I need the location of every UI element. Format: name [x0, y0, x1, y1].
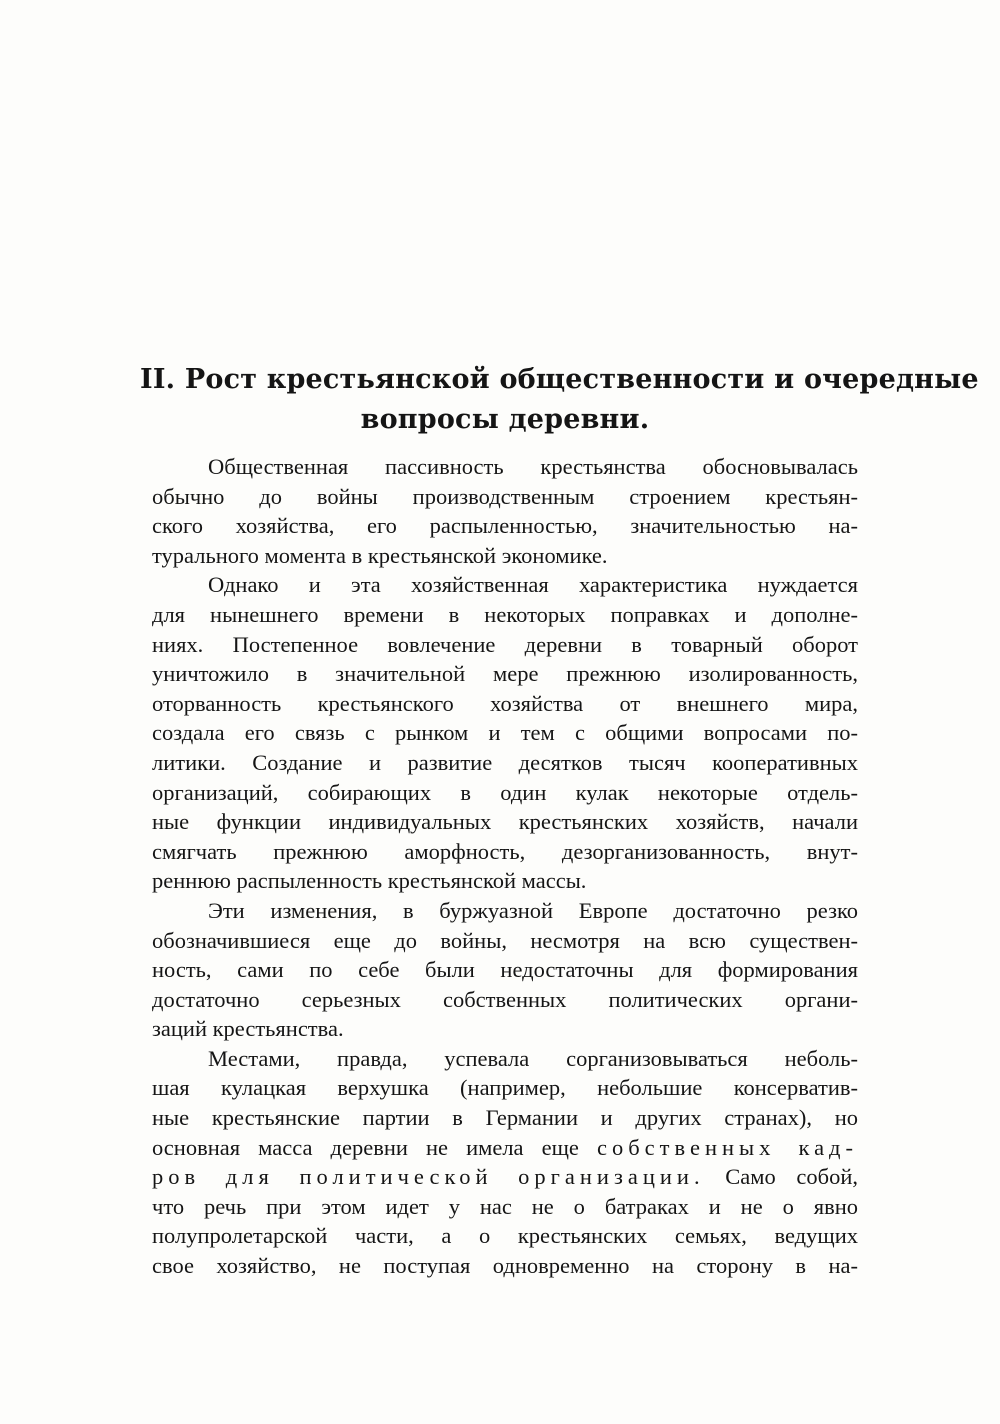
paragraph-1-line: обычно до войны производственным строением крестьян-: [152, 483, 858, 509]
emphasized-spaced-text: собственных кад-: [596, 1134, 858, 1160]
paragraph-2-line: Однако и эта хозяйственная характеристика нуждается: [208, 572, 858, 598]
paragraph-2-line: организаций, собирающих в один кулак некоторые отдель-: [152, 779, 858, 805]
chapter-heading-line-1: II. Рост крестьянской общественности и очередные: [140, 364, 979, 395]
paragraph-4-line: полупролетарской части, а о крестьянских семьях, ведущих: [152, 1223, 858, 1249]
paragraph-4-text: основная масса деревни не имела еще: [152, 1134, 597, 1160]
paragraph-2-line: реннюю распыленность крестьянской массы.: [152, 868, 587, 894]
paragraph-3-line: Эти изменения, в буржуазной Европе достаточно резко: [208, 897, 858, 923]
body-text: [152, 452, 858, 1281]
paragraph-1-line: турального момента в крестьянской экономике.: [152, 542, 608, 568]
chapter-heading-line-2: вопросы деревни.: [360, 404, 650, 435]
paragraph-2-line: литики. Создание и развитие десятков тысяч кооперативных: [152, 749, 858, 775]
paragraph-4-text: Само собой,: [704, 1164, 858, 1190]
emphasized-spaced-text: ров для политической организации.: [152, 1164, 705, 1190]
paragraph-4-line: [152, 1133, 858, 1163]
paragraph-3-line: достаточно серьезных собственных политических органи-: [152, 986, 858, 1012]
chapter-heading: [140, 360, 979, 440]
paragraph-2-line: ниях. Постепенное вовлечение деревни в товарный оборот: [152, 631, 858, 657]
paragraph-4-line: шая кулацкая верхушка (например, небольшие консерватив-: [152, 1075, 858, 1101]
paragraph-2-line: для нынешнего времени в некоторых поправках и дополне-: [152, 601, 858, 627]
paragraph-1-line: Общественная пассивность крестьянства обосновывалась: [208, 454, 858, 479]
paragraph-2-line: оторванность крестьянского хозяйства от внешнего мира,: [152, 690, 858, 716]
paragraph-3-line: обозначившиеся еще до войны, несмотря на всю существен-: [152, 927, 858, 953]
paragraph-2-line: ные функции индивидуальных крестьянских хозяйств, начали: [152, 809, 858, 835]
paragraph-3-line: ность, сами по себе были недостаточны для формирования: [152, 957, 858, 983]
paragraph-1-line: ского хозяйства, его распыленностью, значительностью на-: [152, 513, 858, 539]
paragraph-4-line: Местами, правда, успевала сорганизовываться неболь-: [208, 1045, 858, 1071]
paragraph-2-line: уничтожило в значительной мере прежнюю изолированность,: [152, 661, 858, 687]
paragraph-2-line: создала его связь с рынком и тем с общими вопросами по-: [152, 720, 858, 746]
paragraph-4-line: что речь при этом идет у нас не о батраках и не о явно: [152, 1193, 858, 1219]
paragraph-4-line: [152, 1162, 858, 1192]
paragraph-3-line: заций крестьянства.: [152, 1016, 344, 1042]
paragraph-2-line: смягчать прежнюю аморфность, дезорганизованность, внут-: [152, 838, 858, 864]
paragraph-4-line: ные крестьянские партии в Германии и других странах), но: [152, 1105, 858, 1131]
paragraph-4-line: свое хозяйство, не поступая одновременно на сторону в на-: [152, 1253, 858, 1279]
